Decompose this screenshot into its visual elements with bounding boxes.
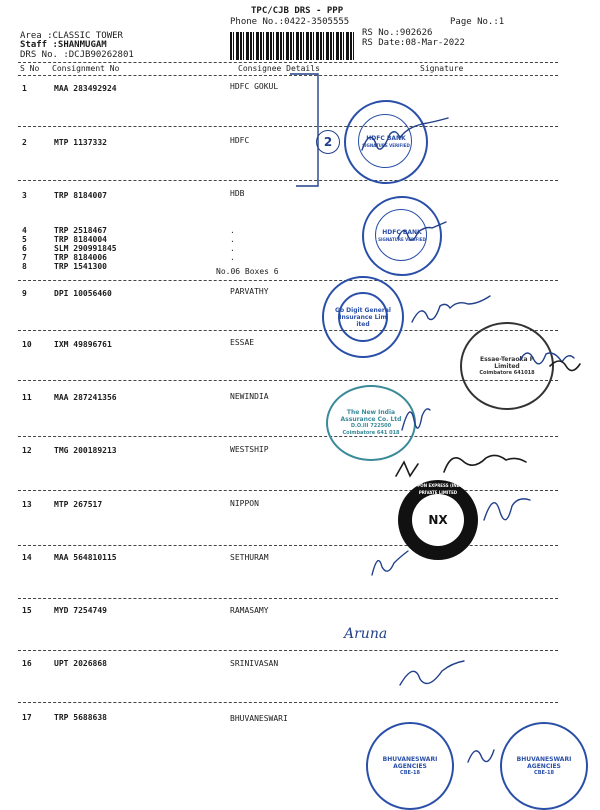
- row-12-sno: 12: [22, 446, 32, 455]
- drs-number: DRS No. :DCJB90262801: [20, 50, 134, 60]
- row-7-sno: 7: [22, 253, 27, 262]
- hdfc-stamp: HDFC BANK SIGNATURE VERIFIED: [362, 196, 442, 276]
- rs-number: RS No.:902626: [362, 28, 433, 38]
- row-16-consignment: UPT 2026868: [54, 659, 107, 668]
- nippon-express-stamp: NX NIPPON EXPRESS (INDIA) PRIVATE LIMITED: [398, 480, 478, 560]
- row-9-consignee: PARVATHY: [230, 287, 269, 296]
- row-14-sno: 14: [22, 553, 32, 562]
- col-consignee: Consignee Details: [238, 64, 320, 73]
- row-15-consignment: MYD 7254749: [54, 606, 107, 615]
- new-india-assurance-stamp: The New India Assurance Co. Ltd D.O.III 722500 Coimbatore 641 018: [326, 385, 416, 461]
- row-3-consignment: TRP 8184007: [54, 191, 107, 200]
- row-6-consignment: SLM 290991845: [54, 244, 117, 253]
- col-consignment: Consignment No: [52, 64, 120, 73]
- row-1-consignment: MAA 283492924: [54, 84, 117, 93]
- bhuvaneswari-stamp: BHUVANESWARI AGENCIES CBE-18: [366, 722, 454, 810]
- row-2-consignment: MTP 1137332: [54, 138, 107, 147]
- row-9-consignment: DPI 10056460: [54, 289, 112, 298]
- rs-date: RS Date:08-Mar-2022: [362, 38, 465, 48]
- row-4-consignee: .: [230, 226, 235, 235]
- row-12-consignment: TMG 200189213: [54, 446, 117, 455]
- row-9-sno: 9: [22, 289, 27, 298]
- row-4-consignment: TRP 2518467: [54, 226, 107, 235]
- row-11-consignee: NEWINDIA: [230, 392, 269, 401]
- row-10-consignment: IXM 49896761: [54, 340, 112, 349]
- circled-two-mark: 2: [316, 130, 340, 154]
- row-4-sno: 4: [22, 226, 27, 235]
- row-5-consignment: TRP 8184004: [54, 235, 107, 244]
- row-13-consignee: NIPPON: [230, 499, 259, 508]
- row-8-consignment: TRP 1541300: [54, 262, 107, 271]
- row-5-consignee: .: [230, 235, 235, 244]
- sheet-title: TPC/CJB DRS - PPP: [251, 6, 344, 16]
- row-14-consignment: MAA 564810115: [54, 553, 117, 562]
- phone-number: Phone No.:0422-3505555: [230, 17, 350, 27]
- hdfc-stamp: HDFC BANK SIGNATURE VERIFIED: [344, 100, 428, 184]
- col-sno: S No: [20, 64, 40, 73]
- row-15-consignee: RAMASAMY: [230, 606, 269, 615]
- essae-teraoka-stamp: Essae-Teraoka P Limited Coimbatore 641018: [460, 322, 554, 410]
- page-number: Page No.:1: [450, 17, 505, 27]
- row-6-consignee: .: [230, 244, 235, 253]
- row-11-sno: 11: [22, 393, 32, 402]
- go-digit-stamp: Go Digit General Insurance Lim ited: [322, 276, 404, 358]
- row-1-consignee: HDFC GOKUL: [230, 82, 279, 91]
- row-11-consignment: MAA 287241356: [54, 393, 117, 402]
- row-8-consignee: No.06 Boxes 6: [216, 267, 279, 276]
- row-13-sno: 13: [22, 500, 32, 509]
- row-3-consignee: HDB: [230, 189, 245, 198]
- row-12-consignee: WESTSHIP: [230, 445, 269, 454]
- row-17-consignee: BHUVANESWARI: [230, 714, 288, 723]
- row-17-sno: 17: [22, 713, 32, 722]
- row-2-sno: 2: [22, 138, 27, 147]
- row-10-sno: 10: [22, 340, 32, 349]
- col-signature: Signature: [420, 64, 464, 73]
- row-7-consignment: TRP 8184006: [54, 253, 107, 262]
- row-16-sno: 16: [22, 659, 32, 668]
- bhuvaneswari-stamp: BHUVANESWARI AGENCIES CBE-18: [500, 722, 588, 810]
- row-10-consignee: ESSAE: [230, 338, 255, 347]
- row-5-sno: 5: [22, 235, 27, 244]
- row-16-consignee: SRINIVASAN: [230, 659, 279, 668]
- row-15-sno: 15: [22, 606, 32, 615]
- row-1-sno: 1: [22, 84, 27, 93]
- staff-label: Staff :SHANMUGAM: [20, 40, 107, 50]
- handwritten-name: Aruna: [344, 626, 388, 642]
- row-7-consignee: .: [230, 253, 235, 262]
- row-14-consignee: SETHURAM: [230, 553, 269, 562]
- row-3-sno: 3: [22, 191, 27, 200]
- row-13-consignment: MTP 267517: [54, 500, 103, 509]
- row-6-sno: 6: [22, 244, 27, 253]
- row-17-consignment: TRP 5688638: [54, 713, 107, 722]
- area-label: Area :CLASSIC TOWER: [20, 31, 123, 41]
- row-8-sno: 8: [22, 262, 27, 271]
- row-2-consignee: HDFC: [230, 136, 250, 145]
